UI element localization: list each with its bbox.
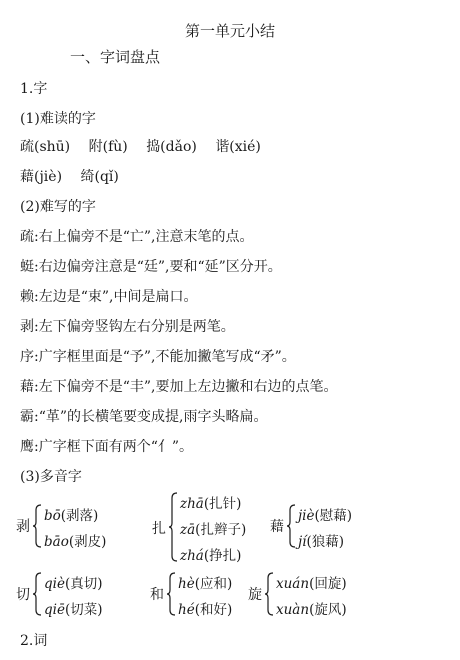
writing-note: 蜓:右边偏旁注意是“廷”,要和“延”区分开。 [20, 259, 282, 275]
brace-icon [32, 504, 42, 548]
reading-item: 谐(xié) [215, 139, 261, 155]
pinyin: qiè [44, 576, 65, 592]
item-heading-words: 2.词 [20, 633, 48, 649]
polyphone-option [178, 572, 232, 592]
polyphone-option [298, 504, 352, 524]
polyphone-char: 剥 [16, 519, 30, 535]
brace-icon [168, 492, 178, 562]
example-word: (真切) [64, 576, 103, 592]
pinyin: hé [178, 602, 195, 618]
writing-note: 鹰:广字框下面有两个“亻”。 [20, 439, 194, 455]
brace-icon [264, 572, 274, 616]
polyphone-group [16, 502, 146, 550]
example-word: (应和) [194, 576, 233, 592]
reading-row [20, 168, 133, 186]
polyphone-option [298, 530, 344, 550]
polyphone-option [44, 530, 106, 550]
example-word: (扎辫子) [195, 522, 247, 538]
pinyin: jí [298, 534, 307, 550]
pinyin: bāo [44, 534, 69, 550]
polyphone-option [44, 572, 103, 592]
pinyin: zhā [180, 496, 204, 512]
pinyin: zā [180, 522, 196, 538]
brace-icon [286, 504, 296, 548]
example-word: (旋风) [309, 602, 347, 618]
example-word: (扎针) [203, 496, 242, 512]
reading-item: 藉(jiè) [20, 169, 63, 185]
sub-heading-hard-to-read: (1)难读的字 [20, 111, 96, 127]
writing-note: 霸:“革”的长横笔要变成提,雨字头略扁。 [20, 409, 268, 425]
brace-icon [166, 572, 176, 616]
writing-note: 序:广字框里面是“予”,不能加撇笔写成“矛”。 [20, 349, 296, 365]
polyphone-option [180, 492, 241, 512]
polyphone-group [152, 490, 272, 564]
pinyin: hè [178, 576, 195, 592]
sub-heading-polyphones: (3)多音字 [20, 469, 82, 485]
polyphone-option [44, 598, 103, 618]
pinyin: xuàn [276, 602, 310, 618]
pinyin: zhá [180, 548, 204, 564]
polyphone-char: 扎 [152, 521, 166, 537]
reading-row [20, 138, 275, 156]
polyphone-group [16, 570, 146, 618]
polyphone-option [178, 598, 232, 618]
reading-item: 捣(dǎo) [146, 139, 197, 155]
polyphone-char: 切 [16, 587, 30, 603]
example-word: (剥落) [60, 508, 99, 524]
polyphone-group [270, 502, 400, 550]
reading-item: 绮(qǐ) [80, 169, 119, 185]
item-heading-characters: 1.字 [20, 81, 48, 97]
polyphone-group [150, 570, 260, 618]
sub-heading-hard-to-write: (2)难写的字 [20, 199, 96, 215]
example-word: (切菜) [64, 602, 103, 618]
pinyin: bō [44, 508, 61, 524]
example-word: (剥皮) [68, 534, 107, 550]
pinyin: qiē [44, 602, 65, 618]
page-title: 第一单元小结 [184, 22, 275, 40]
brace-icon [32, 572, 42, 616]
polyphone-option [44, 504, 98, 524]
example-word: (挣扎) [203, 548, 242, 564]
polyphone-option [180, 544, 241, 564]
polyphone-option [180, 518, 246, 538]
writing-note: 疏:右上偏旁不是“亡”,注意末笔的点。 [20, 229, 254, 245]
polyphone-option [276, 572, 347, 592]
example-word: (慰藉) [314, 508, 353, 524]
pinyin: xuán [276, 576, 310, 592]
polyphone-option [276, 598, 347, 618]
polyphone-group [248, 570, 398, 618]
example-word: (回旋) [309, 576, 347, 592]
polyphone-char: 旋 [248, 587, 262, 603]
example-word: (狼藉) [306, 534, 345, 550]
writing-note: 剥:左下偏旁竖钩左右分别是两笔。 [20, 319, 235, 335]
section-heading: 一、字词盘点 [70, 48, 161, 66]
reading-item: 附(fù) [88, 139, 128, 155]
writing-note: 藉:左下偏旁不是“丰”,要加上左边撇和右边的点笔。 [20, 379, 338, 395]
polyphone-char: 藉 [270, 519, 284, 535]
pinyin: jiè [298, 508, 315, 524]
example-word: (和好) [194, 602, 233, 618]
reading-item: 疏(shū) [20, 139, 71, 155]
writing-note: 赖:左边是“束”,中间是扁口。 [20, 289, 198, 305]
polyphone-char: 和 [150, 587, 164, 603]
